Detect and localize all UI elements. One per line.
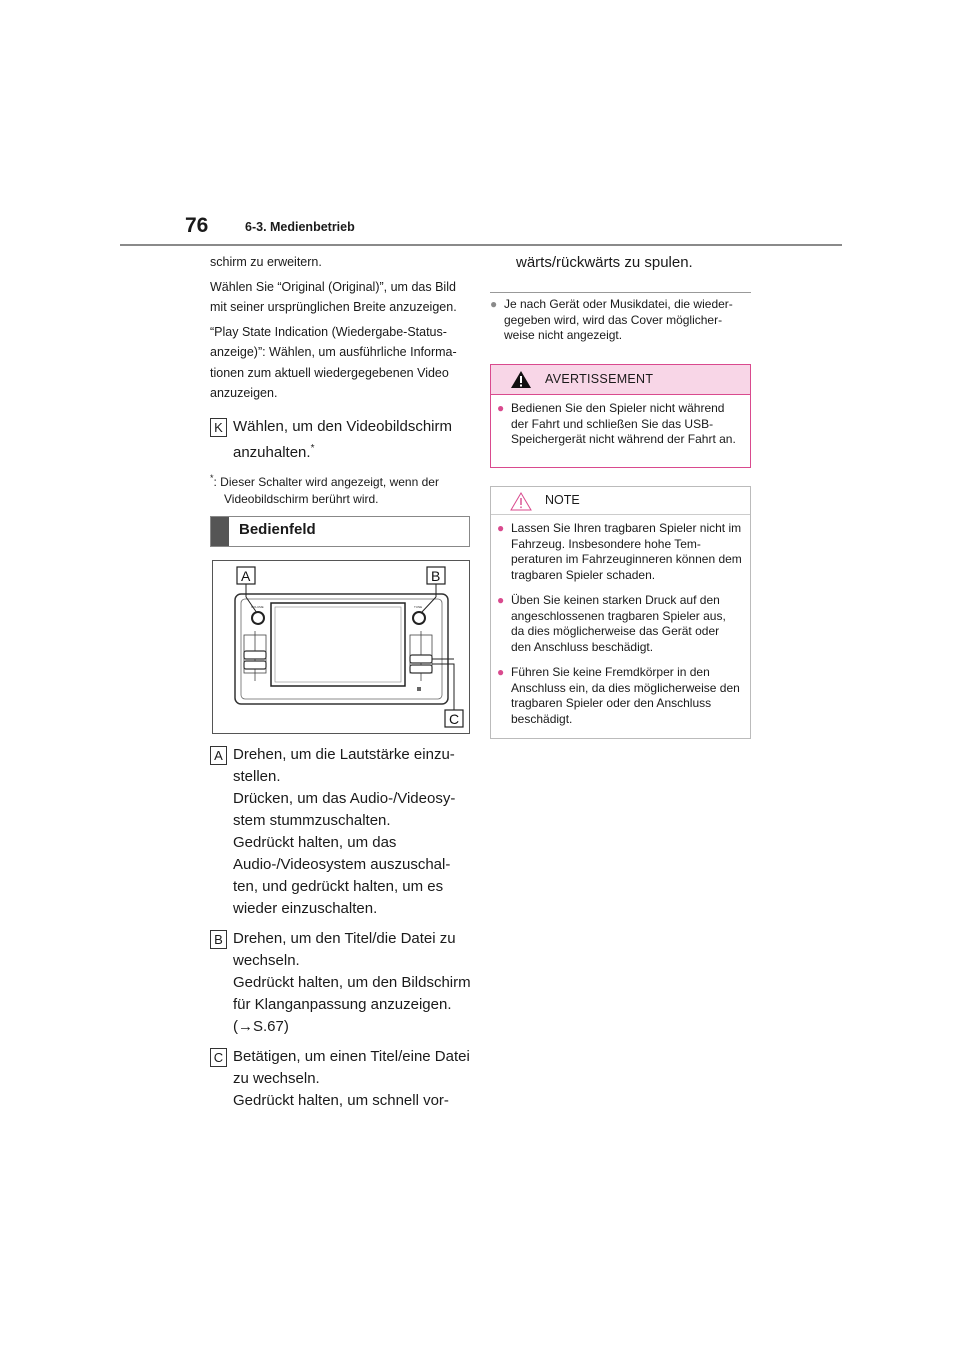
bedienfeld-heading — [210, 516, 470, 547]
bullet-item: ● Je nach Gerät oder Musikdatei, die wieder-gegeben wird, wird das Cover möglicher-weise nicht angezeigt. — [490, 297, 752, 344]
note-body — [491, 515, 750, 727]
item-k-text: Wählen, um den Videobildschirm anzuhalten. — [233, 417, 453, 461]
continuation-text: wärts/rückwärts zu spulen. — [516, 254, 693, 271]
section-title: 6-3. Medienbetrieb — [245, 220, 355, 234]
header-rule — [120, 244, 842, 246]
badge-a: A — [210, 746, 227, 765]
paragraph: Wählen Sie “Original (Original)”, um das Bild mit seiner ursprünglichen Breite anzuzeigen. — [210, 279, 457, 314]
item-b — [210, 928, 472, 1038]
item-k — [210, 416, 472, 464]
warning-title: AVERTISSEMENT — [545, 372, 654, 386]
warning-header — [491, 365, 750, 395]
figure-label-b: B — [431, 568, 441, 584]
panel-illustration — [213, 561, 469, 733]
note-item: ● Lassen Sie Ihren tragbaren Spieler nicht im Fahrzeug. Insbesondere hohe Tem-peraturen im Fahrzeuginneren können dem tragbaren Spieler schaden. — [497, 521, 742, 583]
warning-box — [490, 364, 751, 468]
note-title: NOTE — [545, 493, 580, 507]
footnote-mark: * — [310, 442, 315, 454]
item-b-line: Drehen, um den Titel/die Datei zu wechseln. — [233, 930, 456, 969]
svg-text:TUNE: TUNE — [414, 605, 423, 609]
right-column — [490, 252, 752, 274]
item-c — [210, 1046, 472, 1112]
item-c-line: Betätigen, um einen Titel/eine Datei zu wechseln. — [233, 1048, 470, 1087]
note-box — [490, 486, 751, 739]
svg-text:VOLUME: VOLUME — [251, 605, 264, 609]
note-item: ● Führen Sie keine Fremdkörper in den Anschluss ein, da dies möglicherweise den tragbaren Spieler oder den Anschluss beschädigt. — [497, 665, 742, 727]
footnote: *: Dieser Schalter wird angezeigt, wenn der Videobildschirm berührt wird. — [210, 472, 439, 506]
item-a — [210, 744, 472, 920]
caution-icon — [510, 492, 532, 511]
item-b-line: Gedrückt halten, um den Bildschirm für Klanganpassung anzuzeigen. — [233, 974, 471, 1013]
paragraph: “Play State Indication (Wiedergabe-Status-anzeige)”: Wählen, um ausführliche Informa-tionen zum aktuell wiedergegebenen Video anzuzeigen. — [210, 324, 457, 400]
left-column — [210, 252, 472, 508]
item-a-line: Drücken, um das Audio-/Videosy-stem stummzuschalten. — [233, 790, 456, 829]
paragraph: schirm zu erweitern. — [210, 255, 322, 269]
warning-item: ● Bedienen Sie den Spieler nicht während der Fahrt und schließen Sie das USB-Speichergerät nicht während der Fahrt an. — [497, 401, 742, 448]
page-reference: (→S.67) — [233, 1018, 289, 1035]
badge-c: C — [210, 1048, 227, 1067]
control-panel-figure — [212, 560, 470, 734]
warning-icon — [510, 370, 532, 389]
info-note — [490, 297, 752, 350]
item-a-line: Drehen, um die Lautstärke einzu-stellen. — [233, 746, 455, 785]
badge-k: K — [210, 418, 227, 437]
item-c-line: Gedrückt halten, um schnell vor- — [233, 1092, 449, 1109]
page-number: 76 — [185, 214, 209, 237]
warning-body — [491, 395, 750, 448]
heading-bar — [211, 517, 229, 546]
heading-text: Bedienfeld — [239, 521, 316, 538]
figure-label-c: C — [449, 711, 460, 727]
item-a-line: Gedrückt halten, um das Audio-/Videosystem auszuschal-ten, und gedrückt halten, um es wieder einzuschalten. — [233, 834, 451, 917]
note-header — [491, 487, 750, 515]
divider — [490, 292, 751, 293]
badge-b: B — [210, 930, 227, 949]
note-item: ● Üben Sie keinen starken Druck auf den angeschlossenen tragbaren Spieler aus, da dies möglicherweise das Gerät oder den Anschluss beschädigt. — [497, 593, 742, 655]
left-column-items — [210, 744, 472, 1116]
figure-label-a: A — [241, 568, 251, 584]
